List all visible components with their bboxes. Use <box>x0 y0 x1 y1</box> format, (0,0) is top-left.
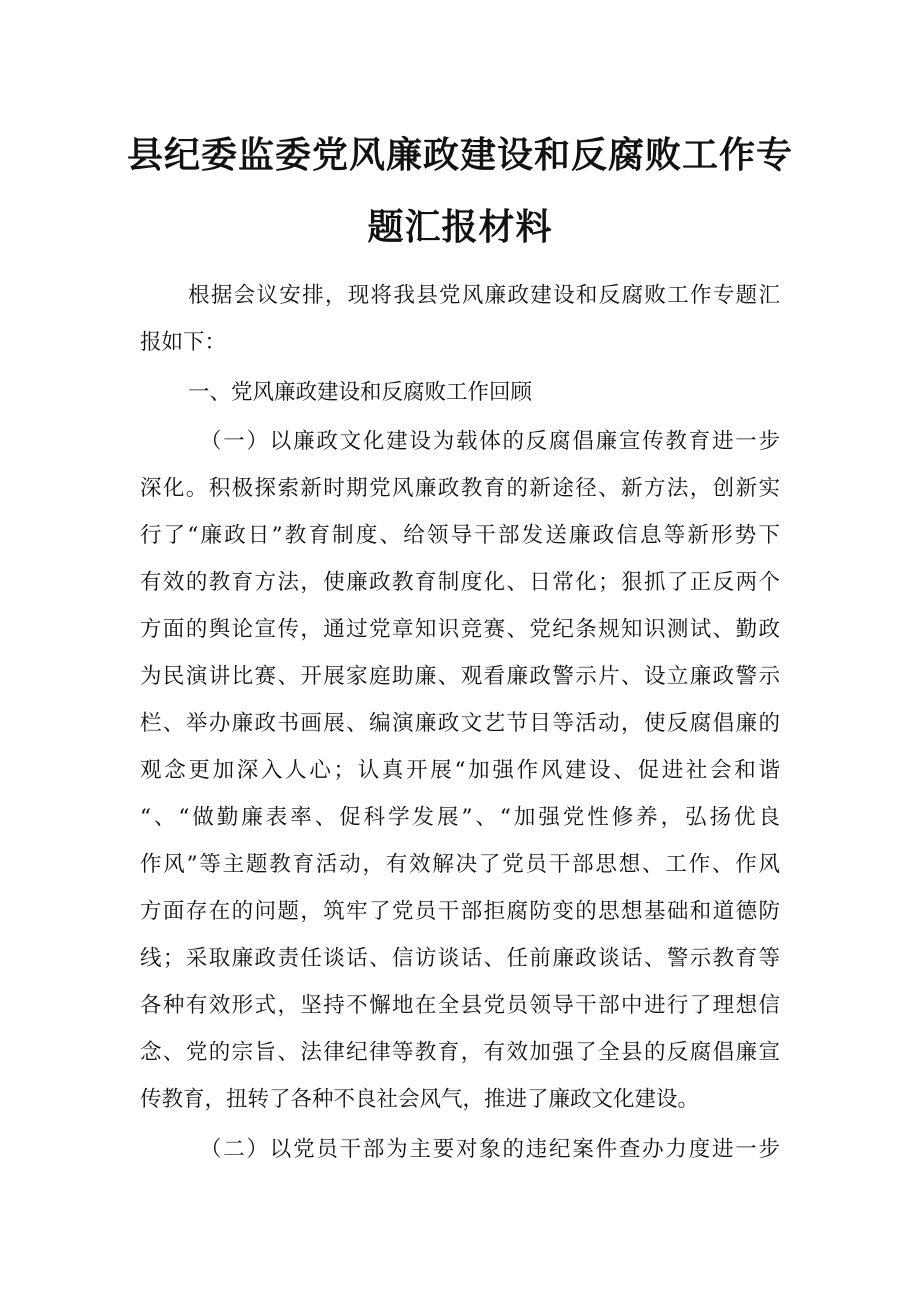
paragraph-line: 方面的舆论宣传，通过党章知识竞赛、党纪条规知识测试、勤政 <box>140 617 780 642</box>
paragraph-line: （二）以党员干部为主要对象的违纪案件查办力度进一步 <box>200 1137 780 1162</box>
paragraph-line: 各种有效形式，坚持不懈地在全县党员领导干部中进行了理想信 <box>140 993 780 1018</box>
paragraph-line: 深化。积极探索新时期党风廉政教育的新途径、新方法，创新实 <box>140 476 780 501</box>
paragraph-line: 作风”等主题教育活动，有效解决了党员干部思想、工作、作风 <box>140 852 780 877</box>
document-title-line-2: 题汇报材料 <box>367 207 553 248</box>
paragraph-line: 方面存在的问题，筑牢了党员干部拒腐防变的思想基础和道德防 <box>140 899 780 924</box>
paragraph-line: 线；采取廉政责任谈话、信访谈话、任前廉政谈话、警示教育等 <box>140 946 780 971</box>
section-heading: 一、党风廉政建设和反腐败工作回顾 <box>188 380 533 405</box>
paragraph-line: （一）以廉政文化建设为载体的反腐倡廉宣传教育进一步 <box>200 429 780 454</box>
paragraph-line: 行了“廉政日”教育制度、给领导干部发送廉政信息等新形势下 <box>140 523 780 548</box>
paragraph-line: 观念更加深入人心；认真开展“加强作风建设、促进社会和谐 <box>140 758 780 783</box>
paragraph-line: 传教育，扭转了各种不良社会风气，推进了廉政文化建设。 <box>140 1087 700 1112</box>
paragraph-line: 有效的教育方法，使廉政教育制度化、日常化；狠抓了正反两个 <box>140 570 780 595</box>
intro-line: 报如下： <box>140 330 227 355</box>
paragraph-line: 为民演讲比赛、开展家庭助廉、观看廉政警示片、设立廉政警示 <box>140 664 780 689</box>
intro-line: 根据会议安排，现将我县党风廉政建设和反腐败工作专题汇 <box>188 283 780 308</box>
document-title-line-1: 县纪委监委党风廉政建设和反腐败工作专 <box>126 135 793 176</box>
paragraph-line: 念、党的宗旨、法律纪律等教育，有效加强了全县的反腐倡廉宣 <box>140 1040 780 1065</box>
paragraph-line: “、“做勤廉表率、促科学发展”、“加强党性修养，弘扬优良 <box>140 805 780 830</box>
paragraph-line: 栏、举办廉政书画展、编演廉政文艺节目等活动，使反腐倡廉的 <box>140 711 780 736</box>
